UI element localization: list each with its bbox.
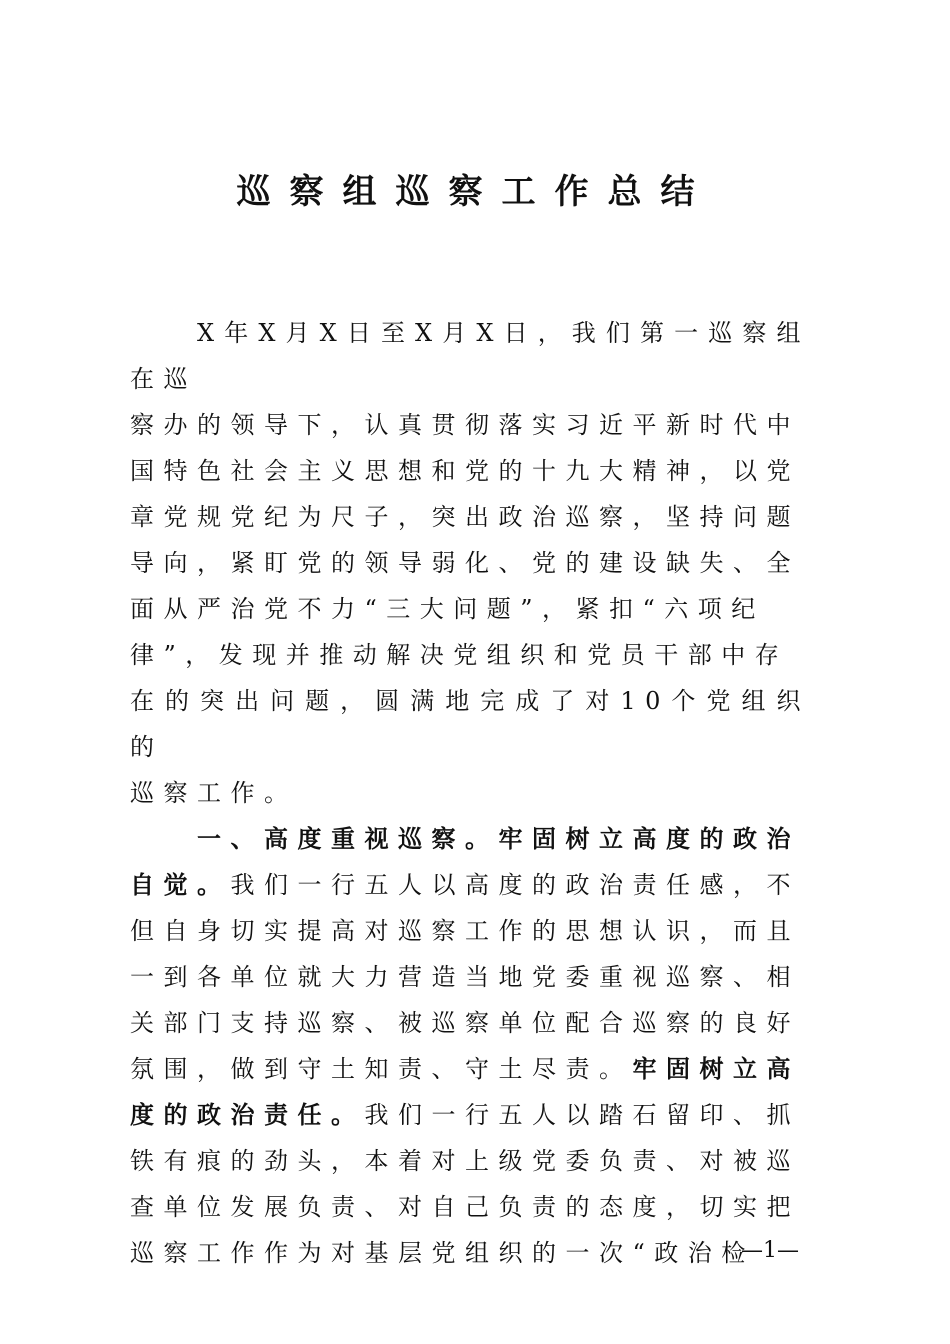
section-1-text-b: 我们一行五人以踏石留印、抓 铁有痕的劲头，本着对上级党委负责、对被巡 查单位发展负责、对自己负责的态度，切实把 巡察工作作为对基层党组织的一次“政治检 bbox=[130, 1101, 800, 1267]
document-title: 巡察组巡察工作总结 bbox=[236, 172, 714, 212]
section-1-subheading: 牢固树立高 度的政治责任。 bbox=[130, 1054, 800, 1129]
intro-paragraph: X年X月X日至X月X日，我们第一巡察组在巡 察办的领导下，认真贯彻落实习近平新时代中 国特色社会主义思想和党的十九大精神，以党 章党规党纪为尺子，突出政治巡察，坚持问题 导向，紧盯党的领导弱化、党的建设缺失、全 面从严治党不力“三大问题”，紧扣“六项纪 律”，发现并推动解决党组织和党员干部中存 在的突出问题，圆满地完成了对10个党组织的 巡察工作。 bbox=[130, 319, 810, 807]
section-1-heading: 一、高度重视巡察。牢固树立高度的政治 自觉。 bbox=[130, 824, 800, 899]
section-1-text-a: 我们一行五人以高度的政治责任感，不 但自身切实提高对巡察工作的思想认识，而且 一到各单位就大力营造当地党委重视巡察、相 关部门支持巡察、被巡察单位配合巡察的良好 氛围，做到守土知责、守土尽责。 bbox=[130, 871, 800, 1083]
document-body bbox=[130, 310, 810, 1276]
page-number: —1— bbox=[741, 1238, 799, 1263]
section-1-paragraph bbox=[130, 816, 810, 1276]
